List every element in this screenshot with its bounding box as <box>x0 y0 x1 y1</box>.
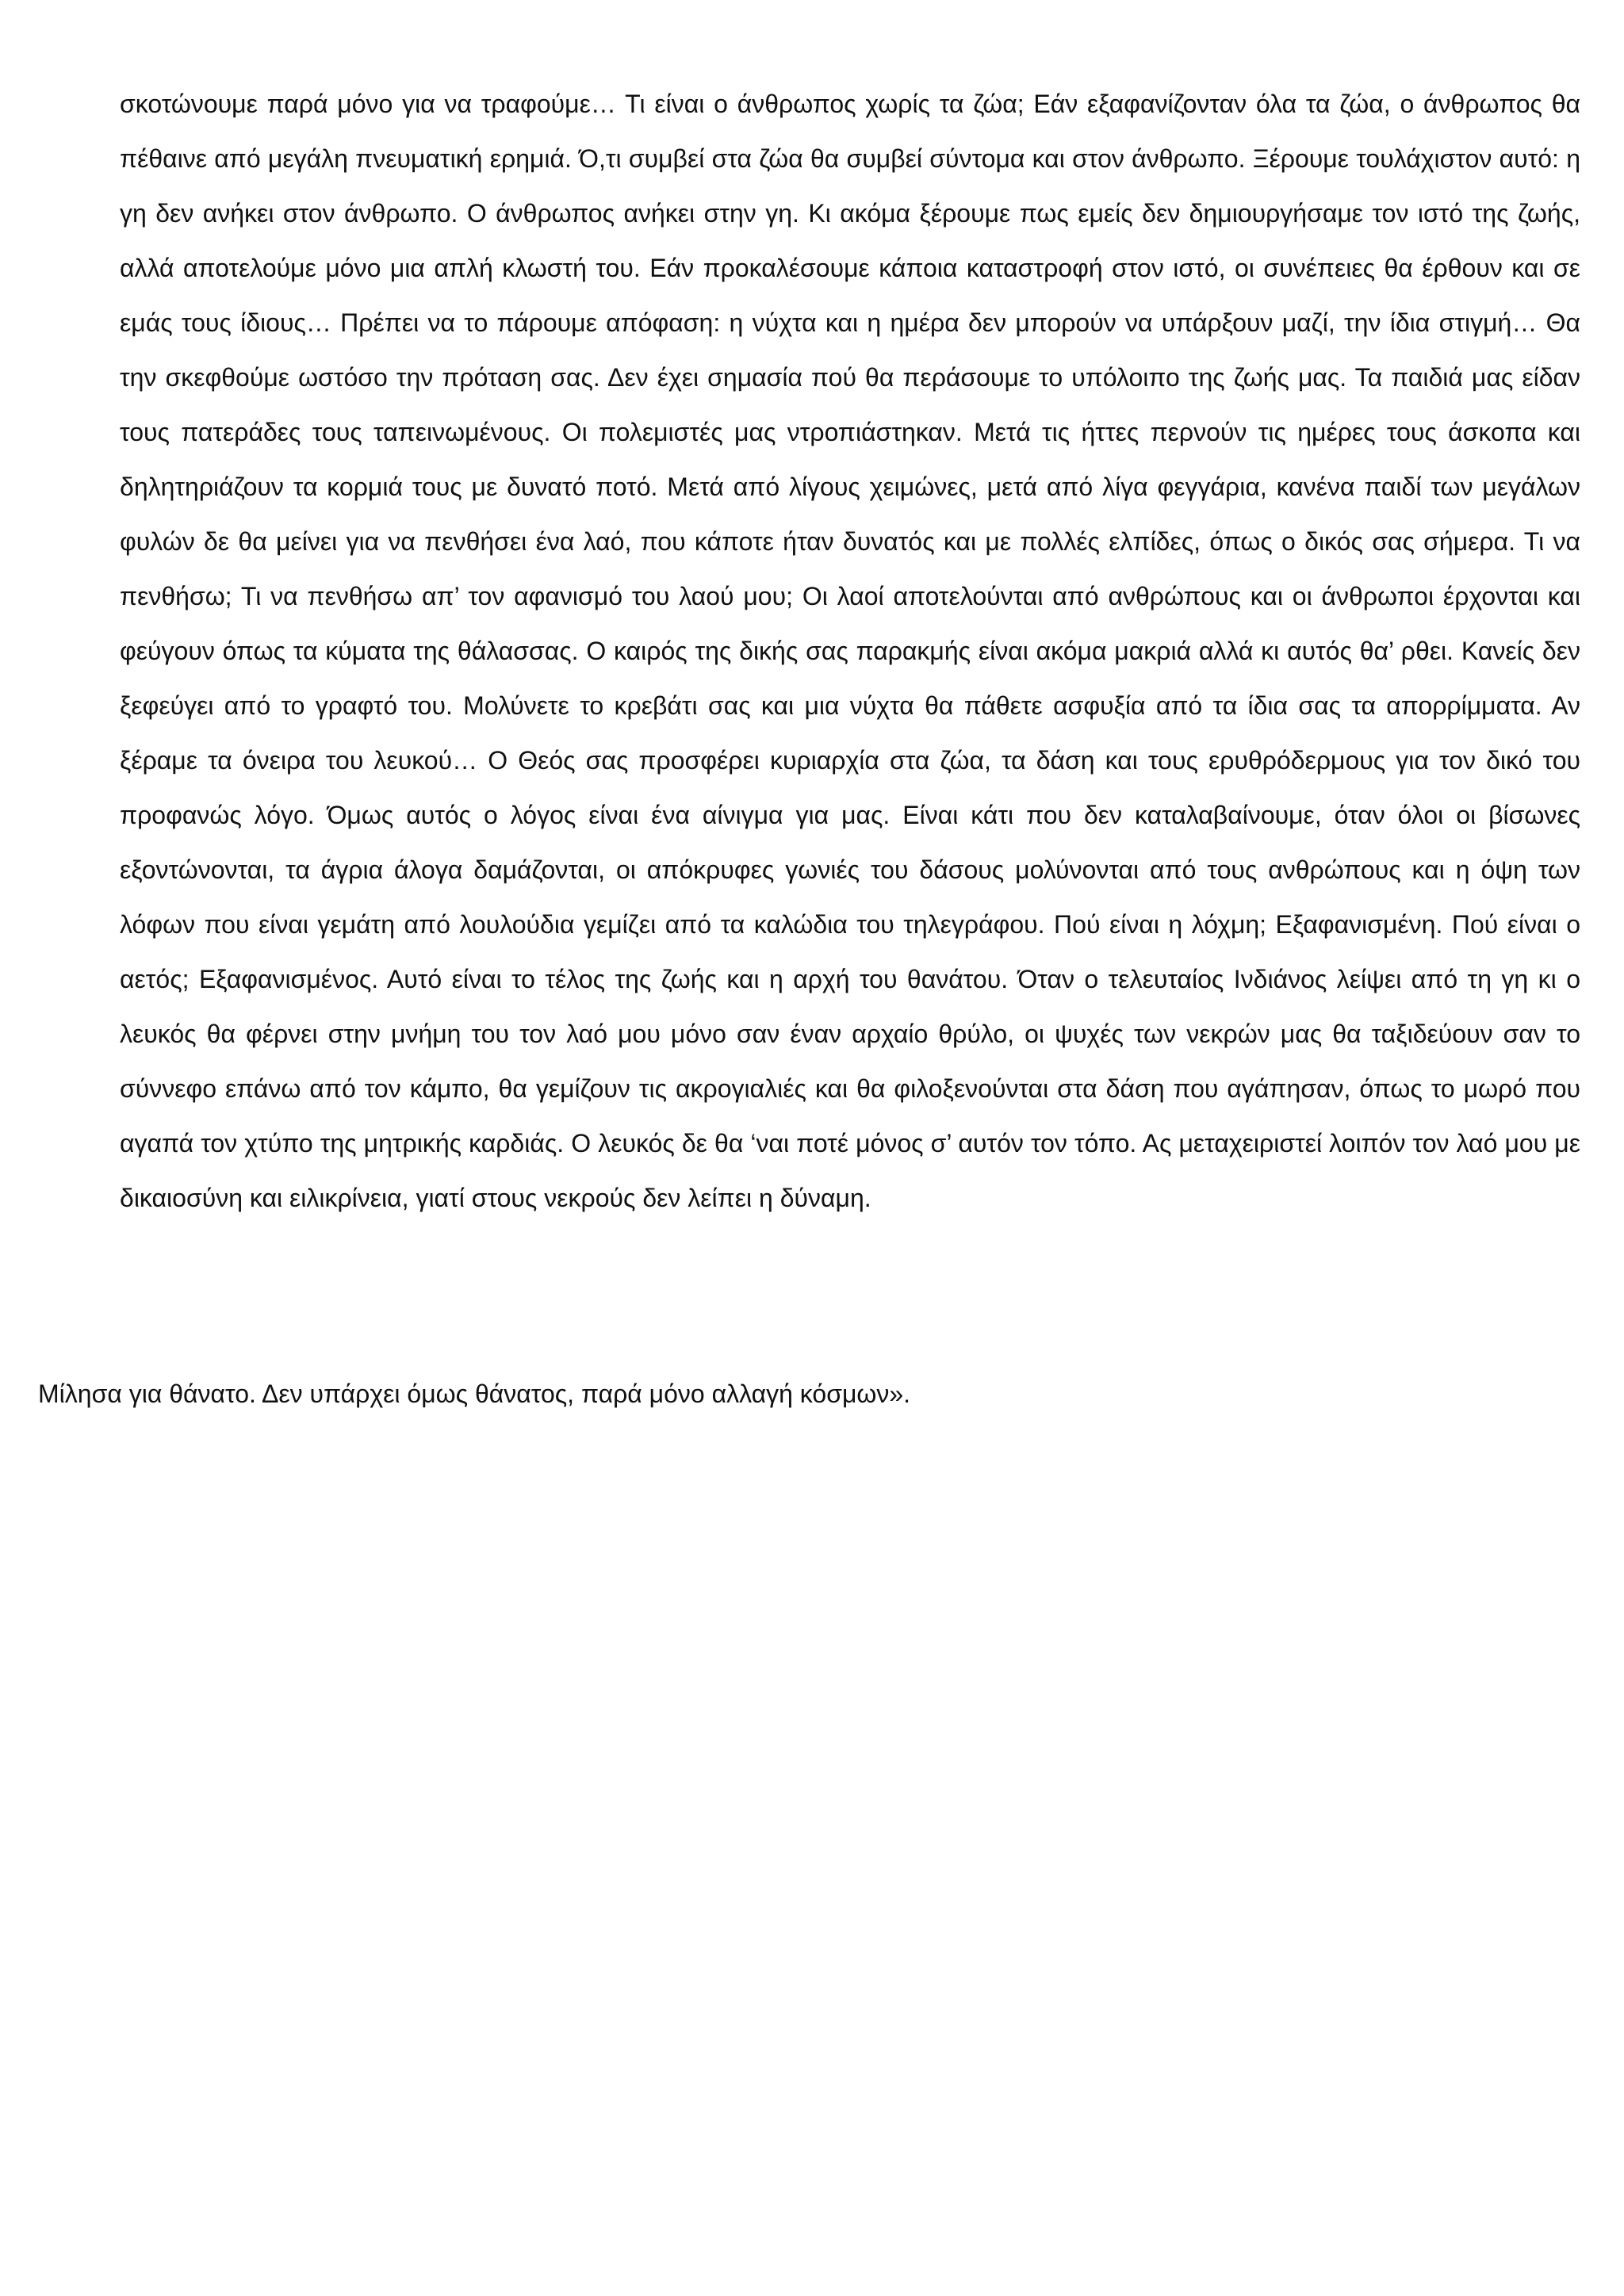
quote-paragraph: σκοτώνουμε παρά μόνο για να τραφούμε… Τι είναι ο άνθρωπος χωρίς τα ζώα; Εάν εξαφανίζονταν όλα τα ζώα, ο άνθρωπος θα πέθαινε από μεγάλη πνευματική ερημιά. Ό,τι συμβεί στα ζώα θα συμβεί σύντομα και στον άνθρωπο. Ξέρουμε τουλάχιστον αυτό: η γη δεν ανήκει στον άνθρωπο. Ο άνθρωπος ανήκει στην γη. Κι ακόμα ξέρουμε πως εμείς δεν δημιουργήσαμε τον ιστό της ζωής, αλλά αποτελούμε μόνο μια απλή κλωστή του. Εάν προκαλέσουμε κάποια καταστροφή στον ιστό, οι συνέπειες θα έρθουν και σε εμάς τους ίδιους… Πρέπει να το πάρουμε απόφαση: η νύχτα και η ημέρα δεν μπορούν να υπάρξουν μαζί, την ίδια στιγμή… Θα την σκεφθούμε ωστόσο την πρόταση σας. Δεν έχει σημασία πού θα περάσουμε το υπόλοιπο της ζωής μας. Τα παιδιά μας είδαν τους πατεράδες τους ταπεινωμένους. Οι πολεμιστές μας ντροπιάστηκαν. Μετά τις ήττες περνούν τις ημέρες τους άσκοπα και δηλητηριάζουν τα κορμιά τους με δυνατό ποτό. Μετά από λίγους χειμώνες, μετά από λίγα φεγγάρια, κανένα παιδί των μεγάλων φυλών δε θα μείνει για να πενθήσει ένα λαό, που κάποτε ήταν δυνατός και με πολλές ελπίδες, όπως ο δικός σας σήμερα. Τι να πενθήσω; Τι να πενθήσω απ’ τον αφανισμό του λαού μου; Οι λαοί αποτελούνται από ανθρώπους και οι άνθρωποι έρχονται και φεύγουν όπως τα κύματα της θάλασσας. Ο καιρός της δικής σας παρακμής είναι ακόμα μακριά αλλά κι αυτός θα’ ρθει. Κανείς δεν ξεφεύγει από το γραφτό του. Μολύνετε το κρεβάτι σας και μια νύχτα θα πάθετε ασφυξία από τα ίδια σας τα απορρίμματα. Αν ξέραμε τα όνειρα του λευκού… Ο Θεός σας προσφέρει κυριαρχία στα ζώα, τα δάση και τους ερυθρόδερμους για τον δικό του προφανώς λόγο. Όμως αυτός ο λόγος είναι ένα αίνιγμα για μας. Είναι κάτι που δεν καταλαβαίνουμε, όταν όλοι οι βίσωνες εξοντώνονται, τα άγρια άλογα δαμάζονται, οι απόκρυφες γωνιές του δάσους μολύνονται από τους ανθρώπους και η όψη των λόφων που είναι γεμάτη από λουλούδια γεμίζει από τα καλώδια του τηλεγράφου. Πού είναι η λόχμη; Εξαφανισμένη. Πού είναι ο αετός; Εξαφανισμένος. Αυτό είναι το τέλος της ζωής και η αρχή του θανάτου. Όταν ο τελευταίος Ινδιάνος λείψει από τη γη κι ο λευκός θα φέρνει στην μνήμη του τον λαό μου μόνο σαν έναν αρχαίο θρύλο, οι ψυχές των νεκρών μας θα ταξιδεύουν σαν το σύννεφο επάνω από τον κάμπο, θα γεμίζουν τις ακρογιαλιές και θα φιλοξενούνται στα δάση που αγάπησαν, όπως το μωρό που αγαπά τον χτύπο της μητρικής καρδιάς. Ο λευκός δε θα ‘ναι ποτέ μόνος σ’ αυτόν τον τόπο. Ας μεταχειριστεί λοιπόν τον λαό μου με δικαιοσύνη και ειλικρίνεια, γιατί στους νεκρούς δεν λείπει η δύναμη. <box>120 90 1580 1212</box>
closing-paragraph: Μίλησα για θάνατο. Δεν υπάρχει όμως θάνατος, παρά μόνο αλλαγή κόσμων». <box>38 1380 911 1408</box>
